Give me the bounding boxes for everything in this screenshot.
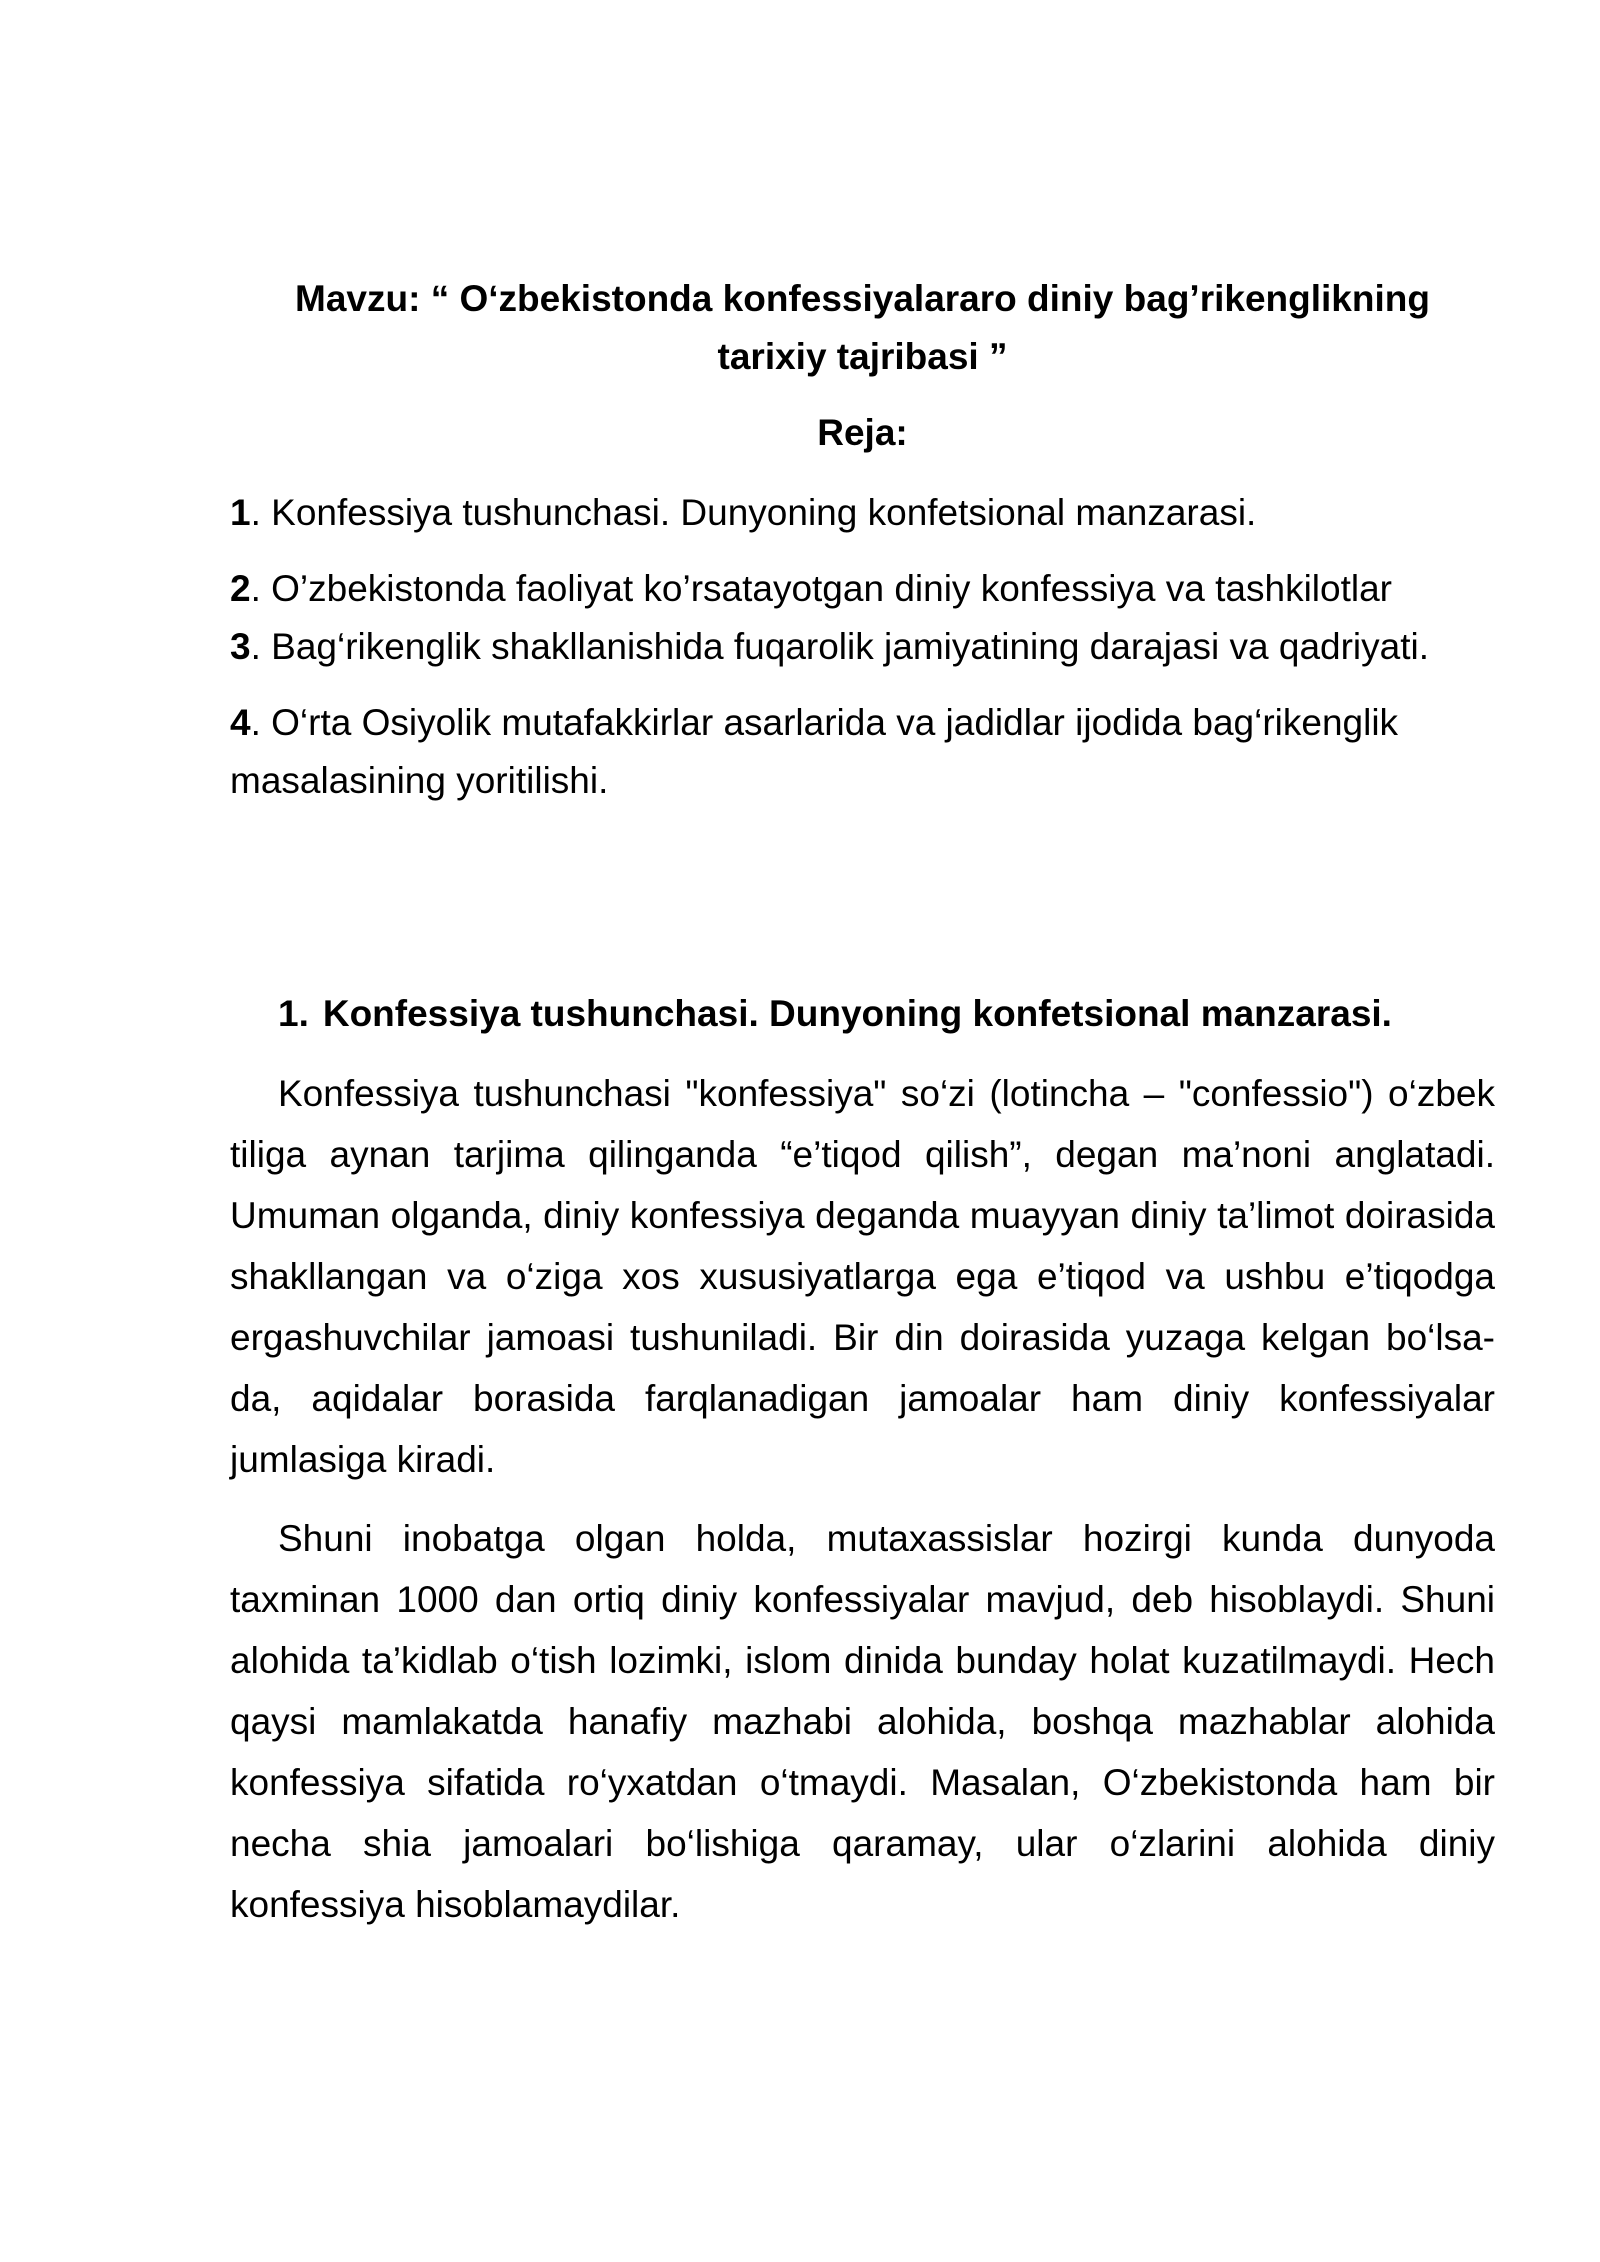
plan-heading: Reja: bbox=[817, 412, 908, 453]
document-title bbox=[230, 270, 1495, 386]
plan-item-number: 4 bbox=[230, 702, 251, 743]
plan-item-text: . O’zbekistonda faoliyat ko’rsatayotgan diniy konfessiya va tashkilotlar bbox=[250, 568, 1392, 609]
plan-item-2 bbox=[230, 560, 1495, 618]
title-line-1: Mavzu: “ O‘zbekistonda konfessiyalararo diniy bag’rikenglikning bbox=[295, 278, 1430, 319]
section-heading-text: Konfessiya tushunchasi. Dunyoning konfetsional manzarasi. bbox=[322, 993, 1392, 1034]
paragraph-2: Shuni inobatga olgan holda, mutaxassislar hozirgi kunda dunyoda taxminan 1000 dan ortiq diniy konfessiyalar mavjud, deb hisoblaydi. Shuni alohida ta’kidlab o‘tish lozimki, islom dinida bunday holat kuzatilmaydi. Hech qaysi mamlakatda hanafiy mazhabi alohida, boshqa mazhablar alohida konfessiya sifatida ro‘yxatdan o‘tmaydi. Masalan, O‘zbekistonda ham bir necha shia jamoalari bo‘lishiga qaramay, ular o‘zlarini alohida diniy konfessiya hisoblamaydilar. bbox=[230, 1518, 1495, 1925]
plan-item-1 bbox=[230, 484, 1495, 542]
section-1-heading bbox=[278, 985, 1495, 1043]
plan-item-3 bbox=[230, 618, 1495, 676]
plan-item-4 bbox=[230, 694, 1495, 810]
document-page bbox=[230, 270, 1495, 1935]
plan-item-number: 3 bbox=[230, 626, 251, 667]
title-line-2: tarixiy tajribasi ” bbox=[717, 336, 1008, 377]
plan-item-number: 1 bbox=[230, 492, 251, 533]
plan-item-text: . Konfessiya tushunchasi. Dunyoning konfetsional manzarasi. bbox=[250, 492, 1257, 533]
plan-item-text: . O‘rta Osiyolik mutafakkirlar asarlarida va jadidlar ijodida bag‘rikenglik masalasining yoritilishi. bbox=[230, 702, 1399, 801]
section-number: 1. bbox=[278, 993, 309, 1034]
plan-item-text: . Bag‘rikenglik shakllanishida fuqarolik jamiyatining darajasi va qadriyati. bbox=[250, 626, 1430, 667]
paragraph-1: Konfessiya tushunchasi "konfessiya" so‘zi (lotincha – "confessio") o‘zbek tiliga aynan tarjima qilinganda “e’tiqod qilish”, degan ma’noni anglatadi. Umuman olganda, diniy konfessiya deganda muayyan diniy ta’limot doirasida shakllangan va o‘ziga xos xususiyatlarga ega e’tiqod va ushbu e’tiqodga ergashuvchilar jamoasi tushuniladi. Bir din doirasida yuzaga kelgan bo‘lsa-da, aqidalar borasida farqlanadigan jamoalar ham diniy konfessiyalar jumlasiga kiradi. bbox=[230, 1073, 1495, 1480]
plan-item-number: 2 bbox=[230, 568, 251, 609]
